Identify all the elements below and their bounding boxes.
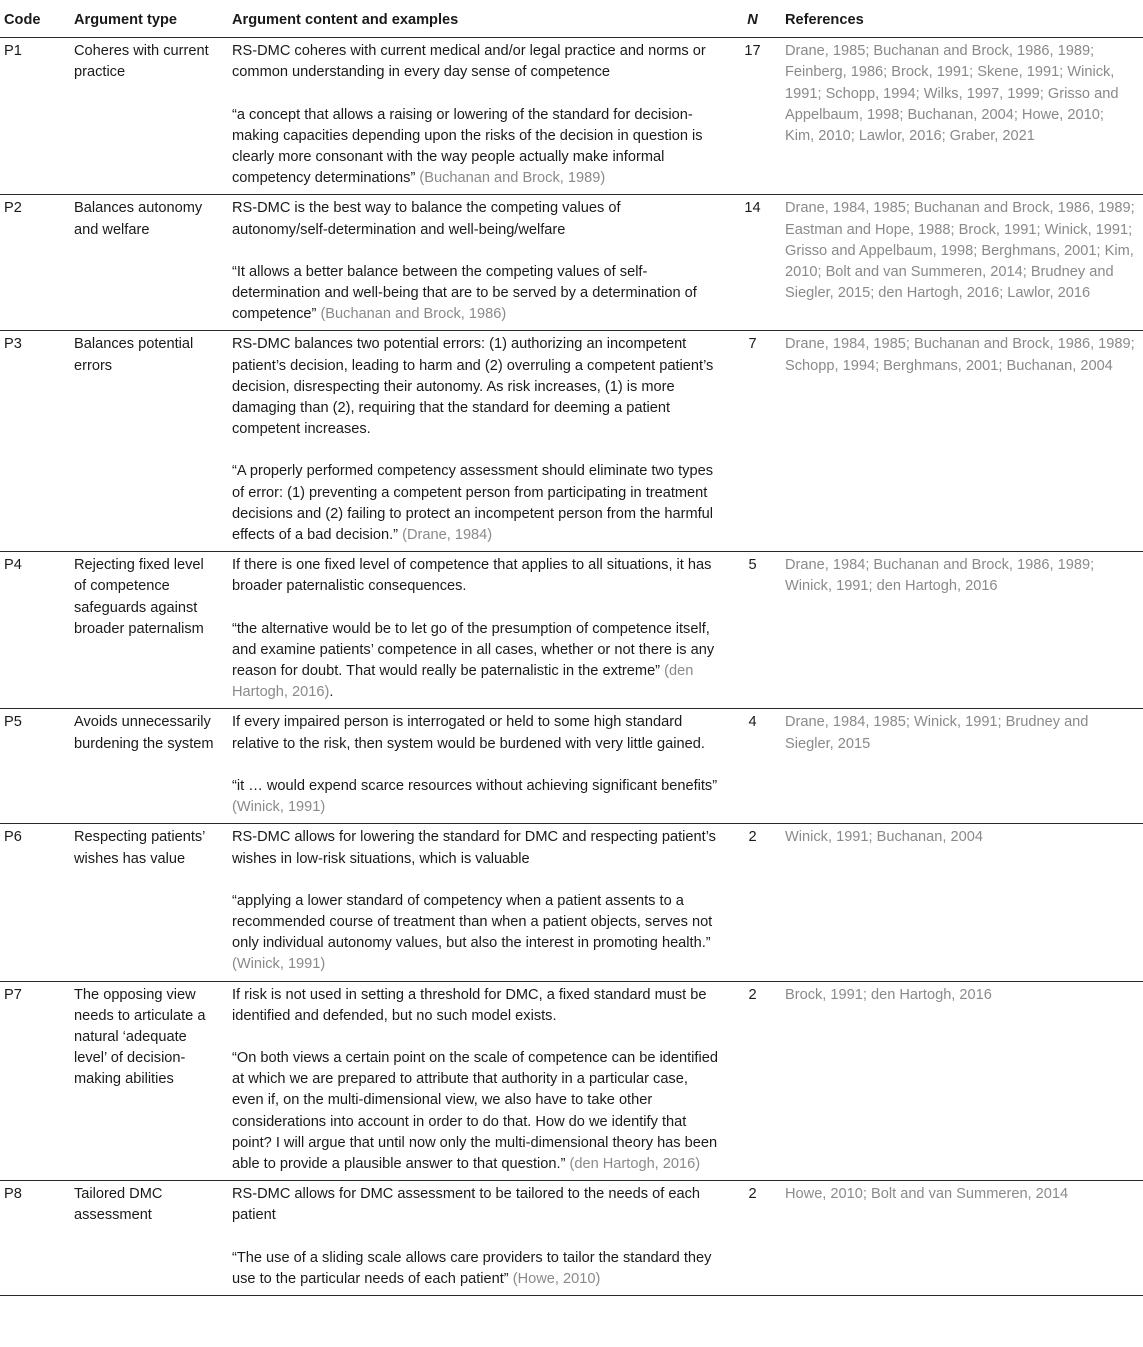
row-argument-type: The opposing view needs to articulate a natural ‘adequate level’ of decision-making abilities xyxy=(68,981,226,1181)
table-row xyxy=(0,38,1143,195)
row-quote-citation: (Howe, 2010) xyxy=(512,1270,601,1287)
row-code: P4 xyxy=(0,552,68,709)
row-n: 2 xyxy=(726,824,779,981)
table-row xyxy=(0,331,1143,552)
row-references: Drane, 1984, 1985; Buchanan and Brock, 1986, 1989; Eastman and Hope, 1988; Brock, 1991; Winick, 1991; Grisso and Appelbaum, 1998; Berghmans, 2001; Kim, 2010; Bolt and van Summeren, 2014; Brudney and Siegler, 2015; den Hartogh, 2016; Lawlor, 2016 xyxy=(779,195,1143,331)
row-quote-block xyxy=(232,1048,720,1175)
header-argument-type: Argument type xyxy=(68,0,226,38)
row-argument-content xyxy=(226,552,726,709)
row-summary: RS-DMC coheres with current medical and/or legal practice and norms or common understanding in every day sense of competence xyxy=(232,43,706,81)
row-code: P3 xyxy=(0,331,68,552)
row-quote-citation: (den Hartogh, 2016) xyxy=(232,663,694,701)
row-quote-block xyxy=(232,1248,720,1290)
row-argument-content xyxy=(226,195,726,331)
row-argument-type: Tailored DMC assessment xyxy=(68,1181,226,1296)
row-code: P6 xyxy=(0,824,68,981)
table-header-row xyxy=(0,0,1143,38)
row-argument-content xyxy=(226,331,726,552)
row-quote-block xyxy=(232,891,720,976)
row-quote-block xyxy=(232,619,720,704)
header-argument-content: Argument content and examples xyxy=(226,0,726,38)
row-argument-content xyxy=(226,1181,726,1296)
row-n: 7 xyxy=(726,331,779,552)
row-n: 2 xyxy=(726,1181,779,1296)
row-summary: If there is one fixed level of competence that applies to all situations, it has broader paternalistic consequences. xyxy=(232,557,712,595)
row-quote-tail: . xyxy=(329,684,334,701)
row-quote: “applying a lower standard of competency when a patient assents to a recommended course of treatment than when a patient objects, serves not only individual autonomy values, but also the interest in promoting health.” xyxy=(232,892,713,952)
row-argument-type: Avoids unnecessarily burdening the system xyxy=(68,709,226,824)
row-code: P8 xyxy=(0,1181,68,1296)
row-argument-content xyxy=(226,981,726,1181)
row-summary: If risk is not used in setting a threshold for DMC, a fixed standard must be identified and defended, but no such model exists. xyxy=(232,986,707,1024)
row-quote-block xyxy=(232,461,720,546)
row-n: 5 xyxy=(726,552,779,709)
row-argument-content xyxy=(226,709,726,824)
row-quote: “it … would expend scarce resources without achieving significant benefits” xyxy=(232,777,718,794)
row-code: P5 xyxy=(0,709,68,824)
row-quote-block xyxy=(232,105,720,190)
row-argument-type: Rejecting fixed level of competence safeguards against broader paternalism xyxy=(68,552,226,709)
row-summary: RS-DMC allows for lowering the standard for DMC and respecting patient’s wishes in low-risk situations, which is valuable xyxy=(232,829,716,867)
row-summary: If every impaired person is interrogated or held to some high standard relative to the risk, then system would be burdened with very little gained. xyxy=(232,714,705,752)
table-row xyxy=(0,1181,1143,1296)
row-argument-content xyxy=(226,38,726,195)
table-row xyxy=(0,709,1143,824)
row-argument-type: Coheres with current practice xyxy=(68,38,226,195)
row-quote-citation: (Buchanan and Brock, 1989) xyxy=(419,170,606,187)
row-quote: “It allows a better balance between the competing values of self-determination and well-being that are to be served by a determination of competence” xyxy=(232,263,697,323)
row-quote-block xyxy=(232,776,720,818)
row-summary: RS-DMC allows for DMC assessment to be tailored to the needs of each patient xyxy=(232,1186,701,1224)
row-references: Drane, 1985; Buchanan and Brock, 1986, 1989; Feinberg, 1986; Brock, 1991; Skene, 1991; Winick, 1991; Schopp, 1994; Wilks, 1997, 1999; Grisso and Appelbaum, 1998; Buchanan, 2004; Howe, 2010; Kim, 2010; Lawlor, 2016; Graber, 2021 xyxy=(779,38,1143,195)
row-quote: “The use of a sliding scale allows care providers to tailor the standard they use to the particular needs of each patient” xyxy=(232,1249,712,1287)
row-quote-citation: (Winick, 1991) xyxy=(232,956,326,973)
row-quote: “On both views a certain point on the scale of competence can be identified at which we are prepared to attribute that authority in a particular case, even if, on the multi-dimensional view, we also have to take other considerations into account in order to do that. How do we identify that point? I will argue that until now only the multi-dimensional theory has been able to provide a plausible answer to that question.” xyxy=(232,1049,718,1172)
row-code: P1 xyxy=(0,38,68,195)
row-quote: “A properly performed competency assessment should eliminate two types of error: (1) preventing a competent person from participating in treatment decisions and (2) failing to protect an incompetent person from the harmful effects of a bad decision.” xyxy=(232,463,714,544)
row-quote: “a concept that allows a raising or lowering of the standard for decision-making capacities depending upon the risks of the decision in question is clearly more consonant with the way people actually make informal competency determinations” xyxy=(232,106,703,187)
row-quote-citation: (Winick, 1991) xyxy=(232,799,326,816)
row-n: 14 xyxy=(726,195,779,331)
row-n: 4 xyxy=(726,709,779,824)
row-references: Drane, 1984, 1985; Buchanan and Brock, 1986, 1989; Schopp, 1994; Berghmans, 2001; Buchanan, 2004 xyxy=(779,331,1143,552)
row-quote: “the alternative would be to let go of the presumption of competence itself, and examine patients’ competence in all cases, whether or not there is any reason for doubt. That would really be paternalistic in the extreme” xyxy=(232,620,715,680)
row-argument-type: Balances autonomy and welfare xyxy=(68,195,226,331)
row-argument-type: Balances potential errors xyxy=(68,331,226,552)
row-argument-type: Respecting patients’ wishes has value xyxy=(68,824,226,981)
row-summary: RS-DMC balances two potential errors: (1) authorizing an incompetent patient’s decision, leading to harm and (2) overruling a competent patient’s decision, disrespecting their autonomy. As risk increases, (1) is more damaging than (2), requiring that the standard for deeming a patient competent increases. xyxy=(232,336,714,438)
row-references: Brock, 1991; den Hartogh, 2016 xyxy=(779,981,1143,1181)
table-row xyxy=(0,981,1143,1181)
row-quote-block xyxy=(232,262,720,326)
row-summary: RS-DMC is the best way to balance the competing values of autonomy/self-determination and well-being/welfare xyxy=(232,200,621,238)
row-n: 2 xyxy=(726,981,779,1181)
row-references: Howe, 2010; Bolt and van Summeren, 2014 xyxy=(779,1181,1143,1296)
table-row xyxy=(0,195,1143,331)
table-row xyxy=(0,552,1143,709)
row-references: Winick, 1991; Buchanan, 2004 xyxy=(779,824,1143,981)
row-references: Drane, 1984, 1985; Winick, 1991; Brudney and Siegler, 2015 xyxy=(779,709,1143,824)
row-quote-citation: (Buchanan and Brock, 1986) xyxy=(320,306,507,323)
row-code: P2 xyxy=(0,195,68,331)
row-quote-citation: (Drane, 1984) xyxy=(402,527,493,544)
row-n: 17 xyxy=(726,38,779,195)
row-quote-citation: (den Hartogh, 2016) xyxy=(569,1155,701,1172)
header-code: Code xyxy=(0,0,68,38)
row-argument-content xyxy=(226,824,726,981)
row-code: P7 xyxy=(0,981,68,1181)
row-references: Drane, 1984; Buchanan and Brock, 1986, 1989; Winick, 1991; den Hartogh, 2016 xyxy=(779,552,1143,709)
header-references: References xyxy=(779,0,1143,38)
header-n: N xyxy=(726,0,779,38)
table-row xyxy=(0,824,1143,981)
